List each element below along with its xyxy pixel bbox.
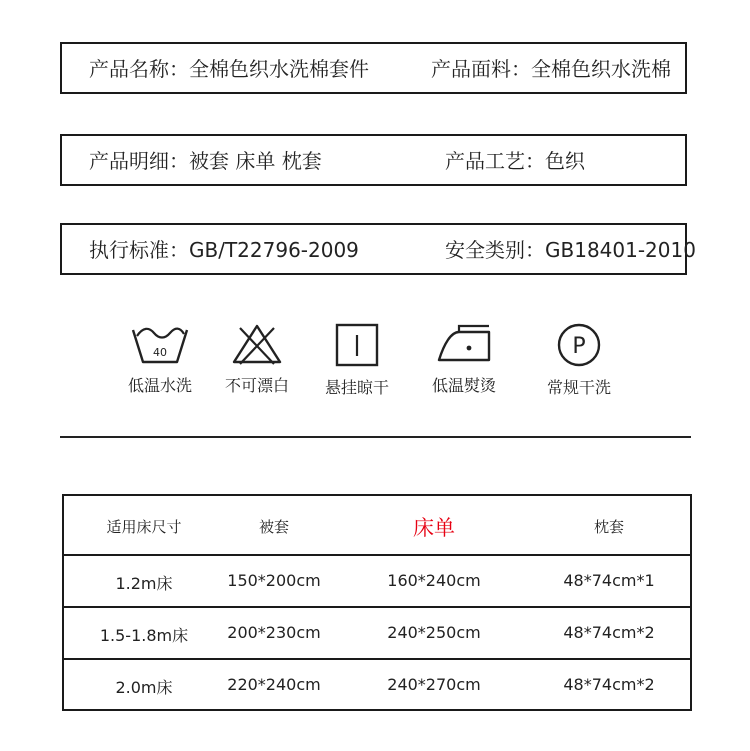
care-line-dry-label: 悬挂晾干 bbox=[324, 378, 389, 397]
iron-low-icon bbox=[435, 322, 493, 366]
row-sheet-size: 160*240cm bbox=[387, 571, 481, 590]
product-detail-text: 产品明细：被套 床单 枕套 bbox=[89, 149, 322, 173]
dry-clean-letter: P bbox=[572, 334, 586, 359]
care-iron-label: 低温熨烫 bbox=[431, 376, 496, 395]
product-name-text: 产品名称：全棉色织水洗棉套件 bbox=[89, 57, 369, 81]
row-pillow-size: 48*74cm*2 bbox=[563, 675, 655, 694]
product-name-box bbox=[60, 42, 687, 94]
wash-temp-text: 40 bbox=[153, 346, 167, 359]
care-iron bbox=[409, 322, 519, 396]
row-duvet-size: 150*200cm bbox=[227, 571, 321, 590]
wash-40-icon bbox=[130, 322, 190, 366]
table-row bbox=[64, 606, 690, 660]
row-bed-size: 1.5-1.8m床 bbox=[99, 626, 189, 645]
standard-text: 执行标准：GB/T22796-2009 bbox=[89, 238, 359, 262]
row-sheet-size: 240*270cm bbox=[387, 675, 481, 694]
header-bed-sheet: 床单 bbox=[413, 516, 455, 540]
care-no-bleach-label: 不可漂白 bbox=[224, 376, 289, 395]
row-duvet-size: 200*230cm bbox=[227, 623, 321, 642]
row-duvet-size: 220*240cm bbox=[227, 675, 321, 694]
table-header-row bbox=[64, 496, 690, 554]
table-row bbox=[64, 554, 690, 608]
care-dry-clean-label: 常规干洗 bbox=[546, 378, 611, 397]
row-bed-size: 2.0m床 bbox=[115, 678, 173, 697]
safety-class-text: 安全类别：GB18401-2010 bbox=[445, 238, 696, 262]
table-row bbox=[64, 658, 690, 711]
line-dry-icon bbox=[333, 322, 381, 368]
product-craft-text: 产品工艺：色织 bbox=[445, 149, 585, 173]
care-wash-label: 低温水洗 bbox=[127, 376, 192, 395]
size-table bbox=[62, 494, 692, 711]
header-pillowcase: 枕套 bbox=[593, 518, 624, 536]
care-no-bleach bbox=[202, 322, 312, 396]
row-bed-size: 1.2m床 bbox=[115, 574, 173, 593]
care-dry-clean bbox=[524, 322, 634, 398]
row-sheet-size: 240*250cm bbox=[387, 623, 481, 642]
row-pillow-size: 48*74cm*2 bbox=[563, 623, 655, 642]
section-divider bbox=[60, 436, 691, 438]
no-bleach-icon bbox=[230, 322, 284, 366]
standard-box bbox=[60, 223, 696, 275]
dry-clean-p-icon bbox=[555, 322, 603, 368]
header-duvet-cover: 被套 bbox=[258, 518, 289, 536]
product-detail-box bbox=[60, 134, 687, 186]
care-wash bbox=[105, 322, 215, 396]
product-fabric-text: 产品面料：全棉色织水洗棉 bbox=[431, 57, 671, 81]
care-line-dry bbox=[302, 322, 412, 398]
row-pillow-size: 48*74cm*1 bbox=[563, 571, 655, 590]
header-bed-size: 适用床尺寸 bbox=[106, 518, 182, 536]
